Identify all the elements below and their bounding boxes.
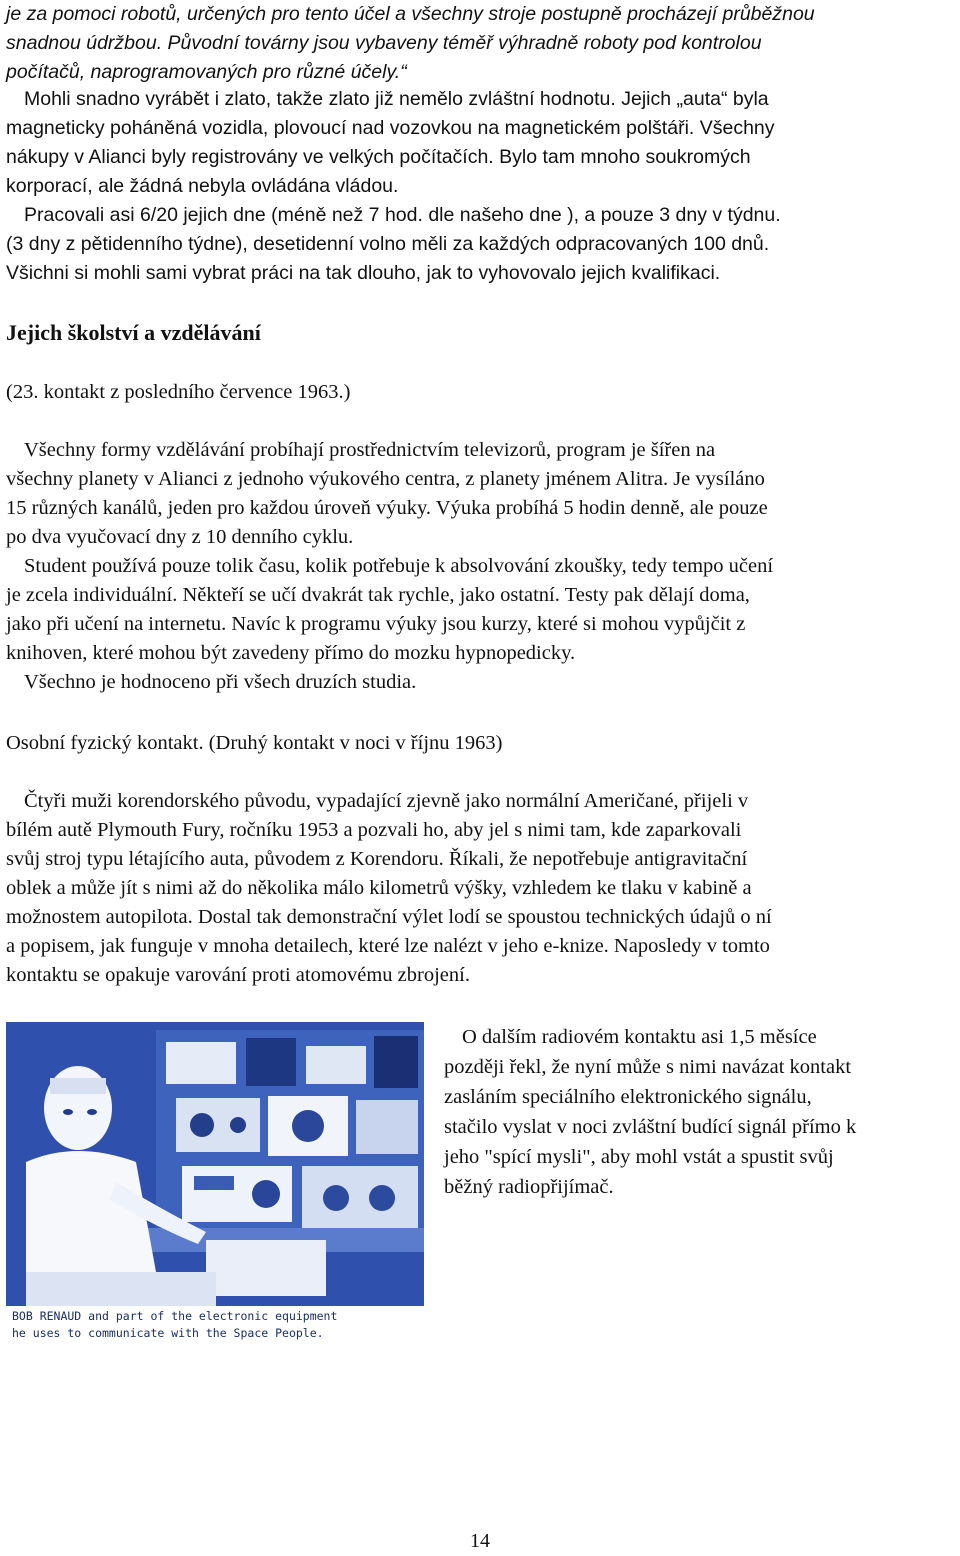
text-line: později řekl, že nyní může s nimi navázat kontakt xyxy=(444,1056,852,1078)
text-line: všechny planety v Alianci z jednoho výukového centra, z planety jménem Alitra. Je vysíláno xyxy=(6,468,765,490)
caption-line: BOB RENAUD and part of the electronic equipment xyxy=(12,1309,338,1323)
text-line: jako při učení na internetu. Navíc k programu výuky jsou kurzy, které si mohou vypůjčit z xyxy=(6,613,746,635)
contact-note xyxy=(6,378,946,407)
text-line: Osobní fyzický kontakt. (Druhý kontakt v noci v říjnu 1963) xyxy=(6,732,503,754)
paragraph-visit xyxy=(6,787,946,990)
text-line: Všechno je hodnoceno při všech druzích studia. xyxy=(24,671,417,693)
text-line: nákupy v Alianci byly registrovány ve velkých počítačích. Bylo tam mnoho soukromých xyxy=(6,146,751,168)
paragraph-factories xyxy=(6,0,946,87)
text-line: svůj stroj typu létajícího auta, původem z Korendoru. Říkali, že nepotřebuje antigravitační xyxy=(6,848,748,870)
page-number: 14 xyxy=(470,1530,490,1552)
sidebar-paragraph-radio xyxy=(444,1022,960,1202)
section-heading: Jejich školství a vzdělávání xyxy=(6,320,261,345)
text-line: (3 dny z pětidenního týdne), desetidenní volno měli za každých odpracovaných 100 dnů. xyxy=(6,233,770,255)
text-line: počítačů, naprogramovaných pro různé účely.“ xyxy=(6,61,407,83)
paragraph-education xyxy=(6,436,946,697)
text-line: Mohli snadno vyrábět i zlato, takže zlato již nemělo zvláštní hodnotu. Jejich „auta“ byla xyxy=(24,88,769,110)
text-line: Všichni si mohli sami vybrat práci na tak dlouho, jak to vyhovovalo jejich kvalifikaci. xyxy=(6,262,721,284)
caption-line: he uses to communicate with the Space People. xyxy=(12,1326,324,1340)
photo-man-with-radio-equipment xyxy=(6,1022,424,1346)
text-line: snadnou údržbou. Původní továrny jsou vybaveny téměř výhradně roboty pod kontrolou xyxy=(6,32,762,54)
text-line: je zcela individuální. Někteří se učí dvakrát tak rychle, jako ostatní. Testy pak dělají doma, xyxy=(6,584,750,606)
text-line: jeho "spící mysli", aby mohl vstát a spustit svůj xyxy=(444,1146,834,1168)
photo-caption xyxy=(12,1308,422,1342)
text-line: Pracovali asi 6/20 jejich dne (méně než 7 hod. dle našeho dne ), a pouze 3 dny v týdnu. xyxy=(24,204,781,226)
text-line: běžný radiopřijímač. xyxy=(444,1176,614,1198)
text-line: Všechny formy vzdělávání probíhají prostřednictvím televizorů, program je šířen na xyxy=(24,439,716,461)
text-line: po dva vyučovací dny z 10 denního cyklu. xyxy=(6,526,354,548)
text-line: kontaktu se opakuje varování proti atomovému zbrojení. xyxy=(6,964,470,986)
paragraph-economy xyxy=(6,85,946,288)
text-line: zasláním speciálního elektronického signálu, xyxy=(444,1086,812,1108)
text-line: O dalším radiovém kontaktu asi 1,5 měsíce xyxy=(462,1026,817,1048)
text-line: a popisem, jak funguje v mnoha detailech, které lze nalézt v jeho e-knize. Naposledy v tomto xyxy=(6,935,770,957)
text-line: bílém autě Plymouth Fury, ročníku 1953 a pozvali ho, aby jel s nimi tam, kde zaparkovali xyxy=(6,819,742,841)
text-line: oblek a může jít s nimi až do několika málo kilometrů výšky, vzhledem ke tlaku v kabině a xyxy=(6,877,752,899)
text-line: magneticky poháněná vozidla, plovoucí nad vozovkou na magnetickém polštáři. Všechny xyxy=(6,117,775,139)
text-line: 15 různých kanálů, jeden pro každou úroveň výuky. Výuka probíhá 5 hodin denně, ale pouze xyxy=(6,497,768,519)
text-line: Student používá pouze tolik času, kolik potřebuje k absolvování zkoušky, tedy tempo učení xyxy=(24,555,774,577)
text-line: možnostem autopilota. Dostal tak demonstrační výlet lodí se spoustou technických údajů o ní xyxy=(6,906,772,928)
photo-illustration xyxy=(6,1022,424,1346)
contact-heading xyxy=(6,729,946,758)
text-line: knihoven, které mohou být zavedeny přímo do mozku hypnopedicky. xyxy=(6,642,576,664)
text-line: (23. kontakt z posledního července 1963.) xyxy=(6,381,351,403)
text-line: Čtyři muži korendorského původu, vypadající zjevně jako normální Američané, přijeli v xyxy=(24,790,749,812)
text-line: je za pomoci robotů, určených pro tento účel a všechny stroje postupně procházejí průběžnou xyxy=(6,3,815,25)
text-line: korporací, ale žádná nebyla ovládána vládou. xyxy=(6,175,399,197)
text-line: stačilo vyslat v noci zvláštní budící signál přímo k xyxy=(444,1116,857,1138)
